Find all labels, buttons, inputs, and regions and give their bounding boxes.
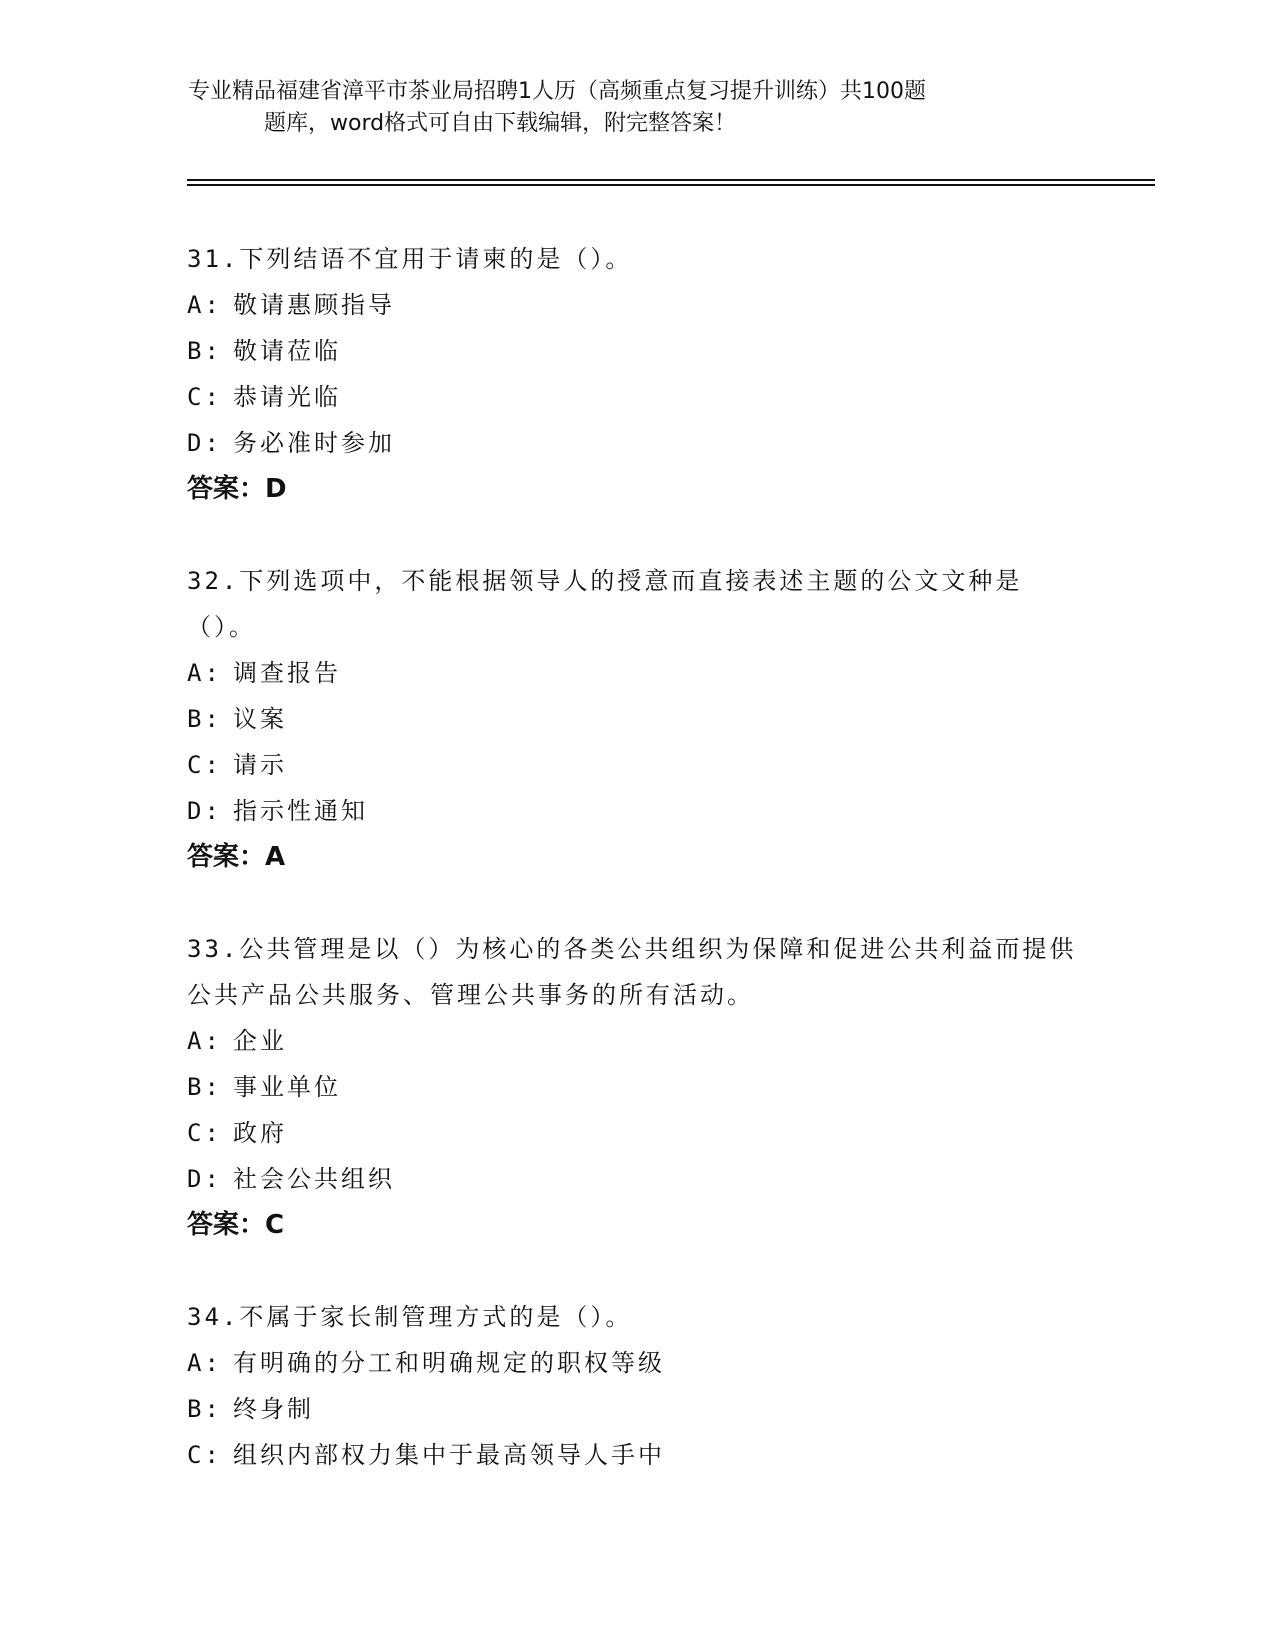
answer: 答案：C [187, 1210, 285, 1240]
option-text: 敬请惠顾指导 [233, 291, 395, 319]
option-b [187, 1386, 1087, 1432]
header-divider-bottom [187, 184, 1155, 186]
option-text: 请示 [233, 751, 287, 779]
option-text: 调查报告 [233, 659, 341, 687]
option-a [187, 650, 1087, 696]
option-a [187, 282, 1087, 328]
question-31 [187, 236, 1087, 512]
title-line-1: 专业精品福建省漳平市茶业局招聘1人历（高频重点复习提升训练）共100题 [188, 79, 926, 104]
option-text: 指示性通知 [233, 797, 368, 825]
option-b [187, 328, 1087, 374]
option-key: A: [187, 291, 222, 319]
option-key: C: [187, 1119, 222, 1147]
document-title [188, 76, 1048, 140]
option-c [187, 1432, 1087, 1478]
option-key: A: [187, 1349, 222, 1377]
option-key: C: [187, 751, 222, 779]
header-divider-top [187, 179, 1155, 181]
question-33 [187, 926, 1087, 1248]
option-text: 企业 [233, 1027, 287, 1055]
option-c [187, 374, 1087, 420]
option-d [187, 420, 1087, 466]
option-text: 终身制 [233, 1395, 314, 1423]
question-stem: 34.不属于家长制管理方式的是（）。 [187, 1303, 633, 1331]
option-key: D: [187, 797, 222, 825]
option-b [187, 696, 1087, 742]
answer: 答案：A [187, 842, 286, 872]
option-key: B: [187, 1395, 222, 1423]
option-key: A: [187, 1027, 222, 1055]
option-key: B: [187, 1073, 222, 1101]
option-b [187, 1064, 1087, 1110]
option-d [187, 1156, 1087, 1202]
option-d [187, 788, 1087, 834]
option-a [187, 1018, 1087, 1064]
option-text: 政府 [233, 1119, 287, 1147]
answer: 答案：D [187, 474, 287, 504]
option-key: A: [187, 659, 222, 687]
option-text: 社会公共组织 [233, 1165, 395, 1193]
question-stem: 33.公共管理是以（）为核心的各类公共组织为保障和促进公共利益而提供公共产品公共服务、管理公共事务的所有活动。 [187, 935, 1077, 1009]
question-stem: 32.下列选项中，不能根据领导人的授意而直接表述主题的公文文种是（）。 [187, 567, 1023, 641]
option-text: 事业单位 [233, 1073, 341, 1101]
question-32 [187, 558, 1087, 880]
option-key: D: [187, 1165, 222, 1193]
option-text: 敬请莅临 [233, 337, 341, 365]
question-list [187, 236, 1087, 1524]
option-key: D: [187, 429, 222, 457]
option-key: C: [187, 383, 222, 411]
option-text: 有明确的分工和明确规定的职权等级 [233, 1349, 665, 1377]
option-c [187, 742, 1087, 788]
option-c [187, 1110, 1087, 1156]
title-line-2: 题库，word格式可自由下载编辑，附完整答案！ [264, 111, 737, 136]
option-a [187, 1340, 1087, 1386]
option-text: 议案 [233, 705, 287, 733]
option-key: B: [187, 337, 222, 365]
option-text: 组织内部权力集中于最高领导人手中 [233, 1441, 665, 1469]
option-key: B: [187, 705, 222, 733]
question-34 [187, 1294, 1087, 1478]
option-text: 务必准时参加 [233, 429, 395, 457]
option-text: 恭请光临 [233, 383, 341, 411]
question-stem: 31.下列结语不宜用于请柬的是（）。 [187, 245, 633, 273]
option-key: C: [187, 1441, 222, 1469]
